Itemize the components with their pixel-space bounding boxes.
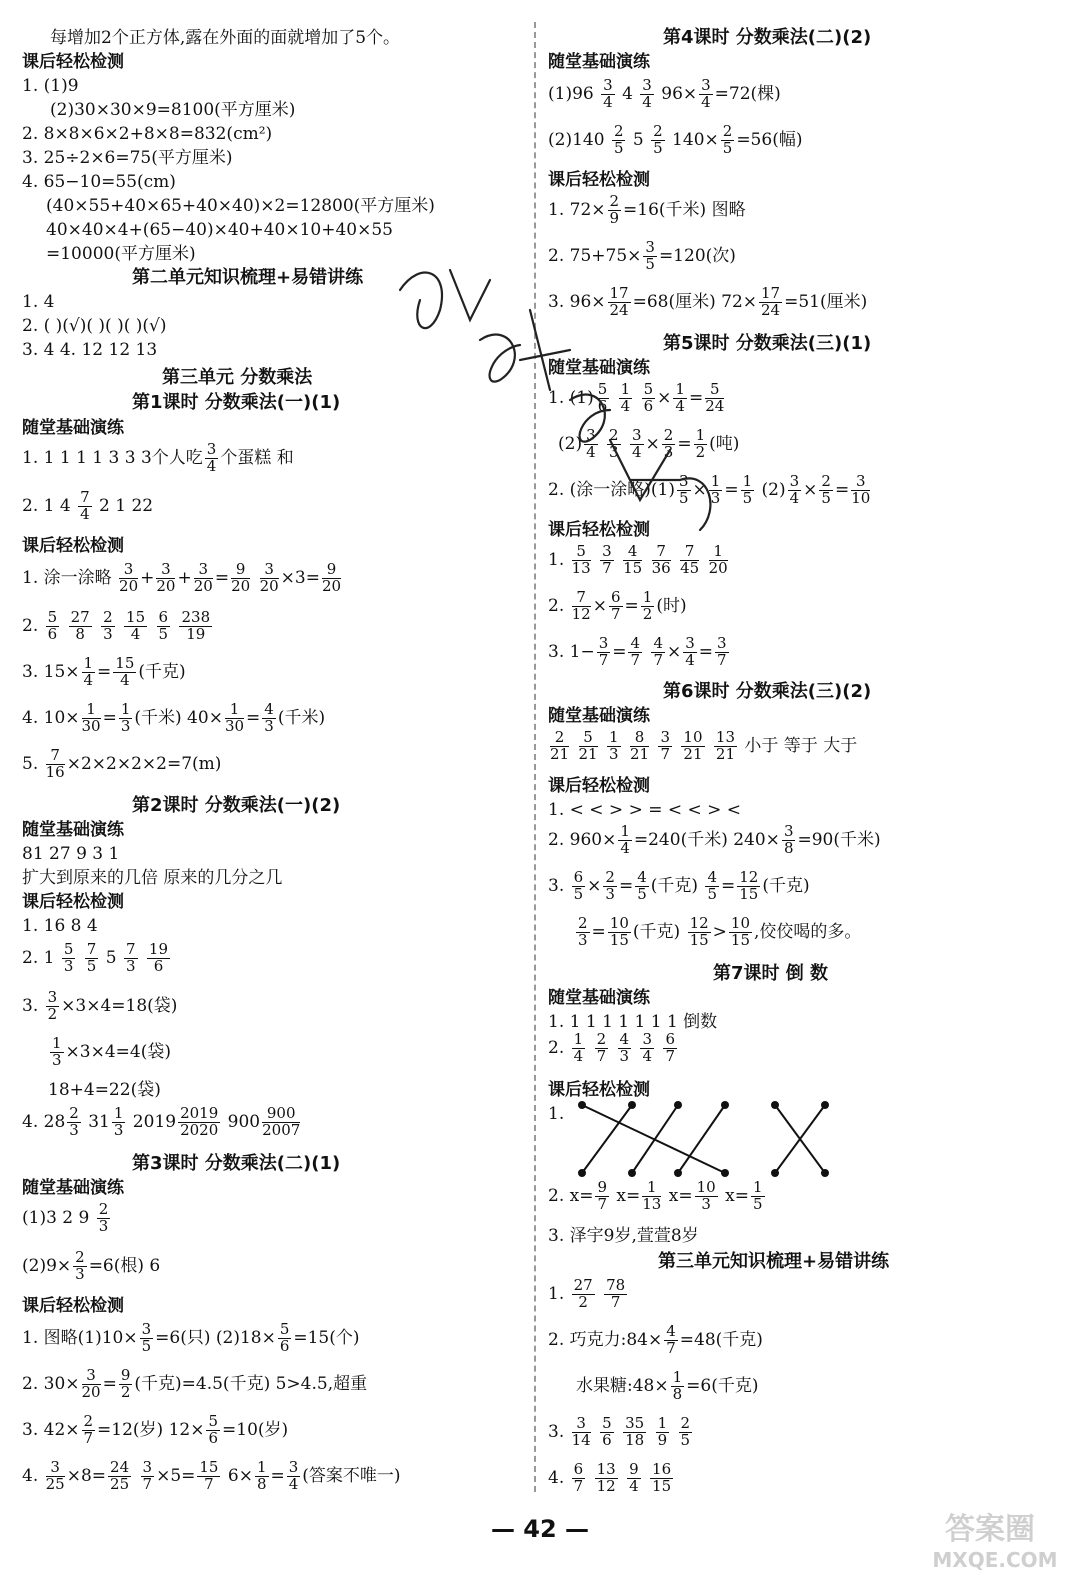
answer-line: =10000(平方厘米)	[46, 244, 196, 264]
fraction: $\frac{4}{7}$	[666, 1322, 676, 1357]
answer-line: 2. $\frac{5}{6}$ $\frac{27}{8}$ $\frac{2}{3}$ $\frac{15}{4}$ $\frac{6}{5}$ $\frac{238}{19}$	[22, 608, 211, 643]
section-heading: 第三单元知识梳理+易错讲练	[658, 1251, 890, 1272]
fraction: $\frac{3}{7}$	[602, 542, 612, 577]
section-heading: 第4课时 分数乘法(二)(2)	[663, 27, 872, 48]
fraction: $\frac{5}{21}$	[578, 728, 598, 763]
fraction: $\frac{3}{10}$	[851, 472, 871, 507]
answer-line: 2. 1 $\frac{5}{3}$ $\frac{7}{5}$ 5 $\frac{7}{3}$ $\frac{19}{6}$	[22, 940, 169, 975]
fraction: $\frac{1}{8}$	[256, 1458, 267, 1493]
fraction: $\frac{15}{7}$	[199, 1458, 219, 1493]
answer-line: (2) $\frac{3}{4}$ $\frac{2}{3}$ $\frac{3}{4}$ × $\frac{2}{3}$ = $\frac{1}{2}$ (吨)	[558, 426, 740, 461]
fraction: $\frac{1}{13}$	[642, 1178, 662, 1213]
fraction: $\frac{1}{4}$	[675, 380, 685, 415]
section-subheading: 课后轻松检测	[22, 52, 124, 72]
fraction: $\frac{3}{7}$	[717, 634, 727, 669]
answer-line: 1. 4	[22, 292, 55, 312]
answer-line: 2. 75+75× $\frac{3}{5}$ =120(次)	[548, 238, 736, 273]
answer-line: 3. 泽宇9岁,萱萱8岁	[548, 1226, 699, 1246]
section-subheading: 随堂基础演练	[548, 52, 650, 72]
fraction: $\frac{3}{5}$	[678, 472, 689, 507]
fraction: $\frac{16}{15}$	[652, 1460, 672, 1495]
answer-line: 2. 960× $\frac{1}{4}$ =240(千米) 240× $\frac{3}{8}$ =90(千米)	[548, 822, 881, 857]
fraction: $\frac{1}{8}$	[672, 1368, 683, 1403]
fraction: $\frac{9}{4}$	[629, 1460, 639, 1495]
fraction: $\frac{2}{5}$	[653, 122, 663, 157]
section-subheading: 课后轻松检测	[22, 892, 124, 912]
section-heading: 第3课时 分数乘法(二)(1)	[132, 1153, 341, 1174]
answer-line: 2. 30× $\frac{3}{20}$ = $\frac{9}{2}$ (千克)=4.5(千克) 5>4.5,超重	[22, 1366, 368, 1401]
fraction: $\frac{10}{21}$	[683, 728, 703, 763]
fraction: $\frac{6}{5}$	[573, 868, 584, 903]
fraction: $\frac{2}{3}$	[609, 426, 619, 461]
fraction: $\frac{2}{3}$	[605, 868, 615, 903]
fraction: $\frac{3}{4}$	[586, 426, 596, 461]
answer-line: 3. $\frac{3}{2}$ ×3×4=18(袋)	[22, 988, 178, 1023]
fraction: $\frac{10}{15}$	[609, 914, 629, 949]
fraction: $\frac{2}{3}$	[578, 914, 588, 949]
watermark-logo	[900, 1505, 1070, 1573]
fraction: $\frac{27}{8}$	[70, 608, 90, 643]
fraction: $\frac{5}{13}$	[571, 542, 591, 577]
fraction: $\frac{5}{3}$	[63, 940, 74, 975]
answer-line: 4. 65−10=55(cm)	[22, 172, 176, 192]
fraction: $\frac{35}{18}$	[625, 1414, 645, 1449]
fraction: $\frac{3}{4}$	[642, 1030, 653, 1065]
fraction: $\frac{12}{15}$	[739, 868, 759, 903]
fraction: $\frac{3}{20}$	[193, 560, 213, 595]
answer-line: 1. $\frac{5}{13}$ $\frac{3}{7}$ $\frac{4}{15}$ $\frac{7}{36}$ $\frac{7}{45}$ $\frac{1}{20}$	[548, 542, 728, 577]
answer-line: (40×55+40×65+40×40)×2=12800(平方厘米)	[46, 196, 435, 216]
handwriting-scribble	[380, 250, 760, 550]
fraction: $\frac{3}{4}$	[789, 472, 800, 507]
answer-line: 3. 42× $\frac{2}{7}$ =12(岁) 12× $\frac{5}{6}$ =10(岁)	[22, 1412, 289, 1447]
fraction: $\frac{8}{21}$	[629, 728, 650, 763]
fraction: $\frac{4}{7}$	[630, 634, 641, 669]
fraction: $\frac{2}{3}$	[98, 1200, 109, 1235]
answer-line: 3. 96× $\frac{17}{24}$ =68(厘米) 72× $\frac{17}{24}$ =51(厘米)	[548, 284, 868, 319]
section-heading: 第5课时 分数乘法(三)(1)	[663, 333, 872, 354]
answer-line: (2)30×30×9=8100(平方厘米)	[50, 100, 296, 120]
answer-line: 1. 1 1 1 1 3 3 3个人吃 $\frac{3}{4}$ 个蛋糕 和	[22, 440, 294, 475]
answer-line: 2. ( )(√)( )( )( )(√)	[22, 316, 167, 336]
answer-line: 水果糖:48× $\frac{1}{8}$ =6(千克)	[576, 1368, 759, 1403]
section-subheading: 课后轻松检测	[548, 170, 650, 190]
answer-line: 2. 1 4 $\frac{7}{4}$ 2 1 22	[22, 488, 154, 523]
answer-line: 2. $\frac{1}{4}$ $\frac{2}{7}$ $\frac{4}{3}$ $\frac{3}{4}$ $\frac{6}{7}$	[548, 1030, 675, 1065]
fraction: $\frac{3}{5}$	[645, 238, 655, 273]
fraction: $\frac{4}{3}$	[264, 700, 274, 735]
fraction: $\frac{1}{3}$	[113, 1104, 124, 1139]
fraction: $\frac{7}{3}$	[125, 940, 136, 975]
section-subheading: 随堂基础演练	[22, 418, 124, 438]
section-heading: 第三单元 分数乘法	[162, 367, 313, 388]
answer-line: 1. (1)9	[22, 76, 79, 96]
section-heading: 第2课时 分数乘法(一)(2)	[132, 795, 341, 816]
fraction: $\frac{9}{20}$	[231, 560, 251, 595]
fraction: $\frac{6}{7}$	[665, 1030, 675, 1065]
fraction: $\frac{1}{2}$	[642, 588, 653, 623]
answer-line: 3. $\frac{6}{5}$ × $\frac{2}{3}$ = $\frac{4}{5}$ (千克) $\frac{4}{5}$ = $\frac{12}{15}$ (千克)	[548, 868, 810, 903]
fraction: $\frac{2}{21}$	[550, 728, 570, 763]
answer-line: 3. 4 4. 12 12 13	[22, 340, 158, 360]
fraction: $\frac{2}{3}$	[75, 1248, 85, 1283]
fraction: $\frac{9}{7}$	[597, 1178, 608, 1213]
answer-line: 4. 10× $\frac{1}{30}$ = $\frac{1}{3}$ (千米) 40× $\frac{1}{30}$ = $\frac{4}{3}$ (千米)	[22, 700, 326, 735]
answer-line: 2. $\frac{7}{12}$ × $\frac{6}{7}$ = $\frac{1}{2}$ (时)	[548, 588, 687, 623]
section-subheading: 随堂基础演练	[548, 358, 650, 378]
answer-line: 1. 图略(1)10× $\frac{3}{5}$ =6(只) (2)18× $\frac{5}{6}$ =15(个)	[22, 1320, 360, 1355]
fraction: $\frac{17}{24}$	[761, 284, 781, 319]
answer-line: 2. 巧克力:84× $\frac{4}{7}$ =48(千克)	[548, 1322, 763, 1357]
answer-line: 4. $\frac{3}{25}$ ×8= $\frac{24}{25}$ $\frac{3}{7}$ ×5= $\frac{15}{7}$ 6× $\frac{1}{8}$ = $\frac{3}{4}$ (答案不唯一)	[22, 1458, 401, 1493]
fraction: $\frac{4}{7}$	[653, 634, 663, 669]
fraction: $\frac{2}{5}$	[680, 1414, 691, 1449]
fraction: $\frac{3}{7}$	[142, 1458, 153, 1493]
answer-line: 1. 16 8 4	[22, 916, 98, 936]
answer-line: 1. 涂一涂略 $\frac{3}{20}$ + $\frac{3}{20}$ + $\frac{3}{20}$ = $\frac{9}{20}$ $\frac{3}{20}$ ×3= $\frac{9}{20}$	[22, 560, 342, 595]
fraction: $\frac{2}{3}$	[663, 426, 674, 461]
answer-line: (1)96 $\frac{3}{4}$ 4 $\frac{3}{4}$ 96× $\frac{3}{4}$ =72(棵)	[548, 76, 781, 111]
fraction: $\frac{5}{6}$	[643, 380, 654, 415]
fraction: $\frac{7}{12}$	[571, 588, 591, 623]
fraction: $\frac{27}{2}$	[573, 1276, 593, 1311]
answer-line: 40×40×4+(65−40)×40+40×10+40×55	[46, 220, 393, 240]
answer-line: 每增加2个正方体,露在外面的面就增加了5个。	[50, 28, 401, 48]
fraction: $\frac{1}{30}$	[224, 700, 245, 735]
fraction: $\frac{1}{4}$	[83, 654, 94, 689]
fraction: $\frac{7}{5}$	[86, 940, 97, 975]
answer-line: 1. < < > > = < < > <	[548, 800, 742, 820]
fraction: $\frac{7}{45}$	[680, 542, 700, 577]
answer-line: 1.	[548, 1104, 565, 1124]
fraction: $\frac{10}{15}$	[730, 914, 750, 949]
fraction: $\frac{7}{16}$	[45, 746, 65, 781]
fraction: $\frac{5}{6}$	[602, 1414, 612, 1449]
fraction: $\frac{5}{6}$	[279, 1320, 290, 1355]
answer-line: 2. (涂一涂略)(1) $\frac{3}{5}$ × $\frac{1}{3}$ = $\frac{1}{5}$ (2) $\frac{3}{4}$ × $\frac{2}{5}$ = $\frac{3}{10}$	[548, 472, 871, 507]
fraction: $\frac{10}{3}$	[696, 1178, 716, 1213]
fraction: $\frac{3}{25}$	[45, 1458, 65, 1493]
fraction: $\frac{900}{2007}$	[262, 1104, 301, 1139]
fraction: $\frac{2}{3}$	[103, 608, 113, 643]
answer-line: (2)140 $\frac{2}{5}$ 5 $\frac{2}{5}$ 140× $\frac{2}{5}$ =56(幅)	[548, 122, 803, 157]
fraction: $\frac{3}{20}$	[119, 560, 139, 595]
fraction: $\frac{3}{20}$	[81, 1366, 101, 1401]
fraction: $\frac{1}{2}$	[695, 426, 706, 461]
fraction: $\frac{15}{4}$	[115, 654, 135, 689]
answer-line: 4. $\frac{6}{7}$ $\frac{13}{12}$ $\frac{9}{4}$ $\frac{16}{15}$	[548, 1460, 672, 1495]
svg-text:MXQE.COM: MXQE.COM	[932, 1548, 1058, 1572]
section-subheading: 随堂基础演练	[548, 988, 650, 1008]
fraction: $\frac{5}{6}$	[597, 380, 608, 415]
fraction: $\frac{9}{2}$	[120, 1366, 131, 1401]
fraction: $\frac{5}{6}$	[47, 608, 58, 643]
fraction: $\frac{5}{6}$	[208, 1412, 219, 1447]
fraction: $\frac{4}{5}$	[637, 868, 647, 903]
fraction: $\frac{1}{9}$	[657, 1414, 668, 1449]
answer-line: 4. 28 $\frac{2}{3}$ 31 $\frac{1}{3}$ 2019 $\frac{2019}{2020}$ 900 $\frac{900}{2007}$	[22, 1104, 301, 1139]
fraction: $\frac{3}{2}$	[47, 988, 58, 1023]
fraction: $\frac{3}{7}$	[660, 728, 670, 763]
fraction: $\frac{1}{5}$	[752, 1178, 763, 1213]
fraction: $\frac{6}{5}$	[158, 608, 169, 643]
answer-line: $\frac{2}{21}$ $\frac{5}{21}$ $\frac{1}{3}$ $\frac{8}{21}$ $\frac{3}{7}$ $\frac{10}{21}$ $\frac{13}{21}$ 小于 等于 大于	[550, 728, 858, 763]
fraction: $\frac{3}{4}$	[632, 426, 642, 461]
fraction: $\frac{1}{3}$	[609, 728, 619, 763]
fraction: $\frac{1}{3}$	[52, 1034, 62, 1069]
fraction: $\frac{4}{5}$	[707, 868, 717, 903]
answer-line: 扩大到原来的几倍 原来的几分之几	[22, 868, 283, 888]
fraction: $\frac{2}{3}$	[69, 1104, 79, 1139]
answer-line: 1. 72× $\frac{2}{9}$ =16(千米) 图略	[548, 192, 746, 227]
answer-line: 3. $\frac{3}{14}$ $\frac{5}{6}$ $\frac{35}{18}$ $\frac{1}{9}$ $\frac{2}{5}$	[548, 1414, 691, 1449]
fraction: $\frac{2}{7}$	[83, 1412, 94, 1447]
fraction: $\frac{3}{20}$	[259, 560, 279, 595]
answer-line: 5. $\frac{7}{16}$ ×2×2×2×2=7(m)	[22, 746, 222, 781]
fraction: $\frac{2}{9}$	[609, 192, 620, 227]
section-subheading: 随堂基础演练	[22, 1178, 124, 1198]
fraction: $\frac{1}{4}$	[573, 1030, 584, 1065]
fraction: $\frac{3}{4}$	[642, 76, 652, 111]
answer-line: $\frac{2}{3}$ = $\frac{10}{15}$ (千克) $\frac{12}{15}$ > $\frac{10}{15}$ ,佼佼喝的多。	[578, 914, 862, 949]
fraction: $\frac{6}{7}$	[573, 1460, 584, 1495]
fraction: $\frac{3}{4}$	[206, 440, 217, 475]
fraction: $\frac{7}{36}$	[651, 542, 671, 577]
section-heading: 第1课时 分数乘法(一)(1)	[132, 392, 341, 413]
matching-lines-diagram	[570, 1095, 840, 1185]
fraction: $\frac{3}{4}$	[685, 634, 695, 669]
page-number: — 42 —	[490, 1515, 590, 1543]
fraction: $\frac{1}{30}$	[81, 700, 101, 735]
fraction: $\frac{5}{24}$	[705, 380, 725, 415]
fraction: $\frac{13}{12}$	[596, 1460, 616, 1495]
answer-line: 18+4=22(袋)	[48, 1080, 161, 1100]
answer-line: 3. 1− $\frac{3}{7}$ = $\frac{4}{7}$ $\frac{4}{7}$ × $\frac{3}{4}$ = $\frac{3}{7}$	[548, 634, 727, 669]
answer-line: 1. (1) $\frac{5}{6}$ $\frac{1}{4}$ $\frac{5}{6}$ × $\frac{1}{4}$ = $\frac{5}{24}$	[548, 380, 725, 415]
fraction: $\frac{1}{3}$	[120, 700, 131, 735]
section-heading: 第6课时 分数乘法(三)(2)	[663, 681, 872, 702]
section-subheading: 课后轻松检测	[548, 776, 650, 796]
answer-line: 1. $\frac{27}{2}$ $\frac{78}{7}$	[548, 1276, 626, 1311]
fraction: $\frac{3}{4}$	[603, 76, 613, 111]
fraction: $\frac{4}{15}$	[623, 542, 643, 577]
fraction: $\frac{6}{7}$	[610, 588, 621, 623]
answer-line: (2)9× $\frac{2}{3}$ =6(根) 6	[22, 1248, 161, 1283]
fraction: $\frac{2}{7}$	[596, 1030, 607, 1065]
answer-line: 81 27 9 3 1	[22, 844, 120, 864]
section-subheading: 随堂基础演练	[548, 706, 650, 726]
fraction: $\frac{3}{5}$	[141, 1320, 152, 1355]
fraction: $\frac{3}{4}$	[701, 76, 711, 111]
answer-line: 1. 1 1 1 1 1 1 1 倒数	[548, 1012, 718, 1032]
fraction: $\frac{1}{20}$	[708, 542, 728, 577]
fraction: $\frac{17}{24}$	[609, 284, 629, 319]
svg-text:答案圈: 答案圈	[945, 1512, 1035, 1547]
fraction: $\frac{7}{4}$	[80, 488, 90, 523]
section-subheading: 课后轻松检测	[22, 1296, 124, 1316]
fraction: $\frac{1}{5}$	[742, 472, 753, 507]
fraction: $\frac{2019}{2020}$	[180, 1104, 219, 1139]
section-subheading: 课后轻松检测	[548, 1080, 650, 1100]
section-subheading: 课后轻松检测	[548, 520, 650, 540]
answer-line: 3. 15× $\frac{1}{4}$ = $\frac{15}{4}$ (千克)	[22, 654, 186, 689]
fraction: $\frac{3}{4}$	[288, 1458, 299, 1493]
fraction: $\frac{1}{3}$	[710, 472, 721, 507]
fraction: $\frac{13}{21}$	[715, 728, 735, 763]
fraction: $\frac{78}{7}$	[606, 1276, 626, 1311]
answer-line: 2. x= $\frac{9}{7}$ x= $\frac{1}{13}$ x= $\frac{10}{3}$ x= $\frac{1}{5}$	[548, 1178, 763, 1213]
answer-line: 3. 25÷2×6=75(平方厘米)	[22, 148, 233, 168]
section-subheading: 课后轻松检测	[22, 536, 124, 556]
section-subheading: 随堂基础演练	[22, 820, 124, 840]
answer-line: $\frac{1}{3}$ ×3×4=4(袋)	[52, 1034, 171, 1069]
fraction: $\frac{2}{5}$	[722, 122, 733, 157]
answer-line: 2. 8×8×6×2+8×8=832(cm²)	[22, 124, 273, 144]
answer-line: (1)3 2 9 $\frac{2}{3}$	[22, 1200, 109, 1235]
fraction: $\frac{19}{6}$	[148, 940, 169, 975]
fraction: $\frac{1}{4}$	[620, 380, 631, 415]
fraction: $\frac{24}{25}$	[110, 1458, 130, 1493]
fraction: $\frac{3}{7}$	[598, 634, 609, 669]
fraction: $\frac{3}{14}$	[571, 1414, 591, 1449]
fraction: $\frac{4}{3}$	[619, 1030, 630, 1065]
fraction: $\frac{2}{5}$	[821, 472, 831, 507]
fraction: $\frac{9}{20}$	[321, 560, 342, 595]
fraction: $\frac{15}{4}$	[126, 608, 146, 643]
column-divider	[534, 22, 536, 1492]
section-heading: 第7课时 倒 数	[713, 963, 829, 984]
fraction: $\frac{3}{20}$	[156, 560, 176, 595]
fraction: $\frac{3}{8}$	[783, 822, 794, 857]
section-heading: 第二单元知识梳理+易错讲练	[132, 267, 364, 288]
fraction: $\frac{2}{5}$	[613, 122, 624, 157]
fraction: $\frac{12}{15}$	[689, 914, 709, 949]
fraction: $\frac{238}{19}$	[181, 608, 211, 643]
fraction: $\frac{1}{4}$	[620, 822, 630, 857]
